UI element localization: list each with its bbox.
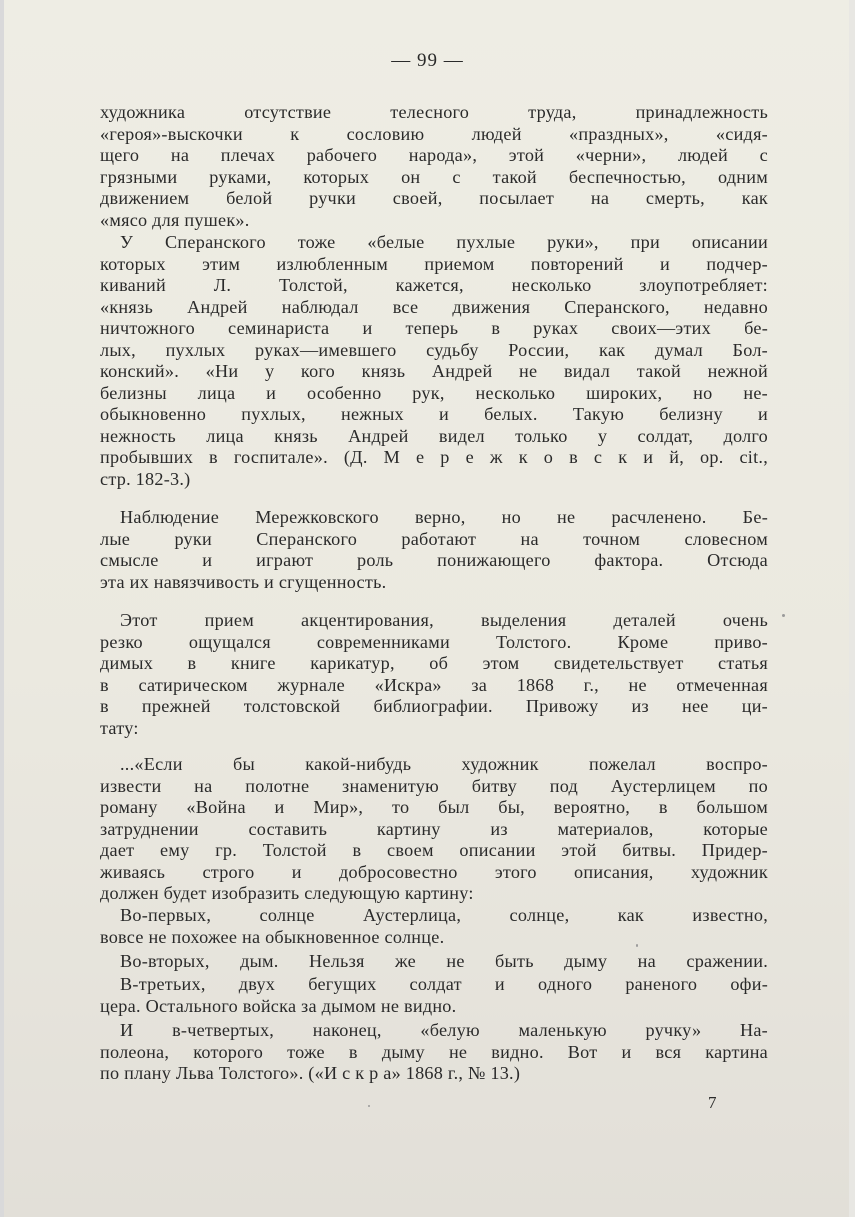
text-line: димых в книге карикатур, об этом свидетельствует статья <box>100 653 768 673</box>
text-line: Наблюдение Мережковского верно, но не расчленено. Бе- <box>120 507 768 527</box>
text-line: «князь Андрей наблюдал все движения Сперанского, недавно <box>100 296 768 317</box>
text-line: затруднении составить картину из материалов, которые <box>100 818 768 839</box>
text-line: У Сперанского тоже «белые пухлые руки», при описании <box>120 232 768 252</box>
text-line: художника отсутствие телесного труда, принадлежность <box>100 102 768 122</box>
text-line: цера. Остального войска за дымом не видно. <box>100 995 457 1016</box>
scan-speck <box>782 614 785 617</box>
text-line: вовсе не похожее на обыкновенное солнце. <box>100 926 445 947</box>
text-line: Во-первых, солнце Аустерлица, солнце, как известно, <box>120 905 768 925</box>
text-line: И в-четвертых, наконец, «белую маленькую ручку» На- <box>120 1020 768 1040</box>
text-line: смысле и играют роль понижающего фактора. Отсюда <box>100 550 768 570</box>
text-line: по плану Льва Толстого». («И с к р а» 1868 г., № 13.) <box>100 1063 521 1083</box>
text-line: должен будет изобразить следующую картину: <box>100 883 474 903</box>
scan-speck <box>368 1105 370 1107</box>
text-line: роману «Война и Мир», то был бы, вероятно, в большом <box>100 797 768 817</box>
text-line: лых, пухлых руках—имевшего судьбу России, как думал Бол- <box>100 339 768 360</box>
text-line: лые руки Сперанского работают на точном словесном <box>100 528 768 549</box>
text-line: белизны лица и особенно рук, несколько широких, но не- <box>100 382 768 403</box>
text-line: дает ему гр. Толстой в своем описании этой битвы. Придер- <box>100 840 768 860</box>
text-line: «героя»-выскочки к сословию людей «праздных», «сидя- <box>100 123 768 144</box>
page-right-edge <box>849 0 855 1217</box>
text-line: пробывших в госпитале». (Д. М е р е ж к о в с к и й, op. cit., <box>100 447 768 467</box>
text-line: в сатирическом журнале «Искра» за 1868 г., не отмеченная <box>100 674 768 695</box>
text-line: стр. 182-3.) <box>100 468 191 489</box>
text-line: обыкновенно пухлых, нежных и белых. Такую белизну и <box>100 404 768 424</box>
text-line: эта их навязчивость и сгущенность. <box>100 571 387 592</box>
text-line: киваний Л. Толстой, кажется, несколько злоупотребляет: <box>100 275 768 295</box>
text-line: Этот прием акцентирования, выделения деталей очень <box>120 610 768 630</box>
scan-speck <box>636 944 638 947</box>
text-line: щего на плечах рабочего народа», этой «черни», людей с <box>100 145 768 165</box>
text-line: в прежней толстовской библиографии. Привожу из нее ци- <box>100 696 768 716</box>
signature-mark: 7 <box>708 1093 717 1112</box>
text-line: «мясо для пушек». <box>100 209 250 230</box>
text-line: грязными руками, которых он с такой беспечностью, одним <box>100 166 768 187</box>
text-line: которых этим излюбленным приемом повторений и подчер- <box>100 253 768 274</box>
text-line: живаясь строго и добросовестно этого описания, художник <box>100 861 768 882</box>
text-line: движением белой ручки своей, посылает на смерть, как <box>100 188 768 208</box>
text-line: резко ощущался современниками Толстого. Кроме приво- <box>100 631 768 652</box>
text-line: ...«Если бы какой-нибудь художник пожелал воспро- <box>120 754 768 774</box>
text-line: полеона, которого тоже в дыму не видно. Вот и вся картина <box>100 1041 768 1062</box>
page-number-header: — 99 — <box>391 50 464 71</box>
text-line: конский». «Ни у кого князь Андрей не видал такой нежной <box>100 361 768 381</box>
text-line: извести на полотне знаменитую битву под Аустерлицем по <box>100 775 768 796</box>
page-left-edge <box>0 0 4 1217</box>
text-line: тату: <box>100 717 139 738</box>
text-line: Во-вторых, дым. Нельзя же не быть дыму на сражении. <box>120 951 768 971</box>
text-line: В-третьих, двух бегущих солдат и одного раненого офи- <box>120 974 768 994</box>
text-line: нежность лица князь Андрей видел только у солдат, долго <box>100 425 768 446</box>
text-line: ничтожного семинариста и теперь в руках своих—этих бе- <box>100 318 768 338</box>
